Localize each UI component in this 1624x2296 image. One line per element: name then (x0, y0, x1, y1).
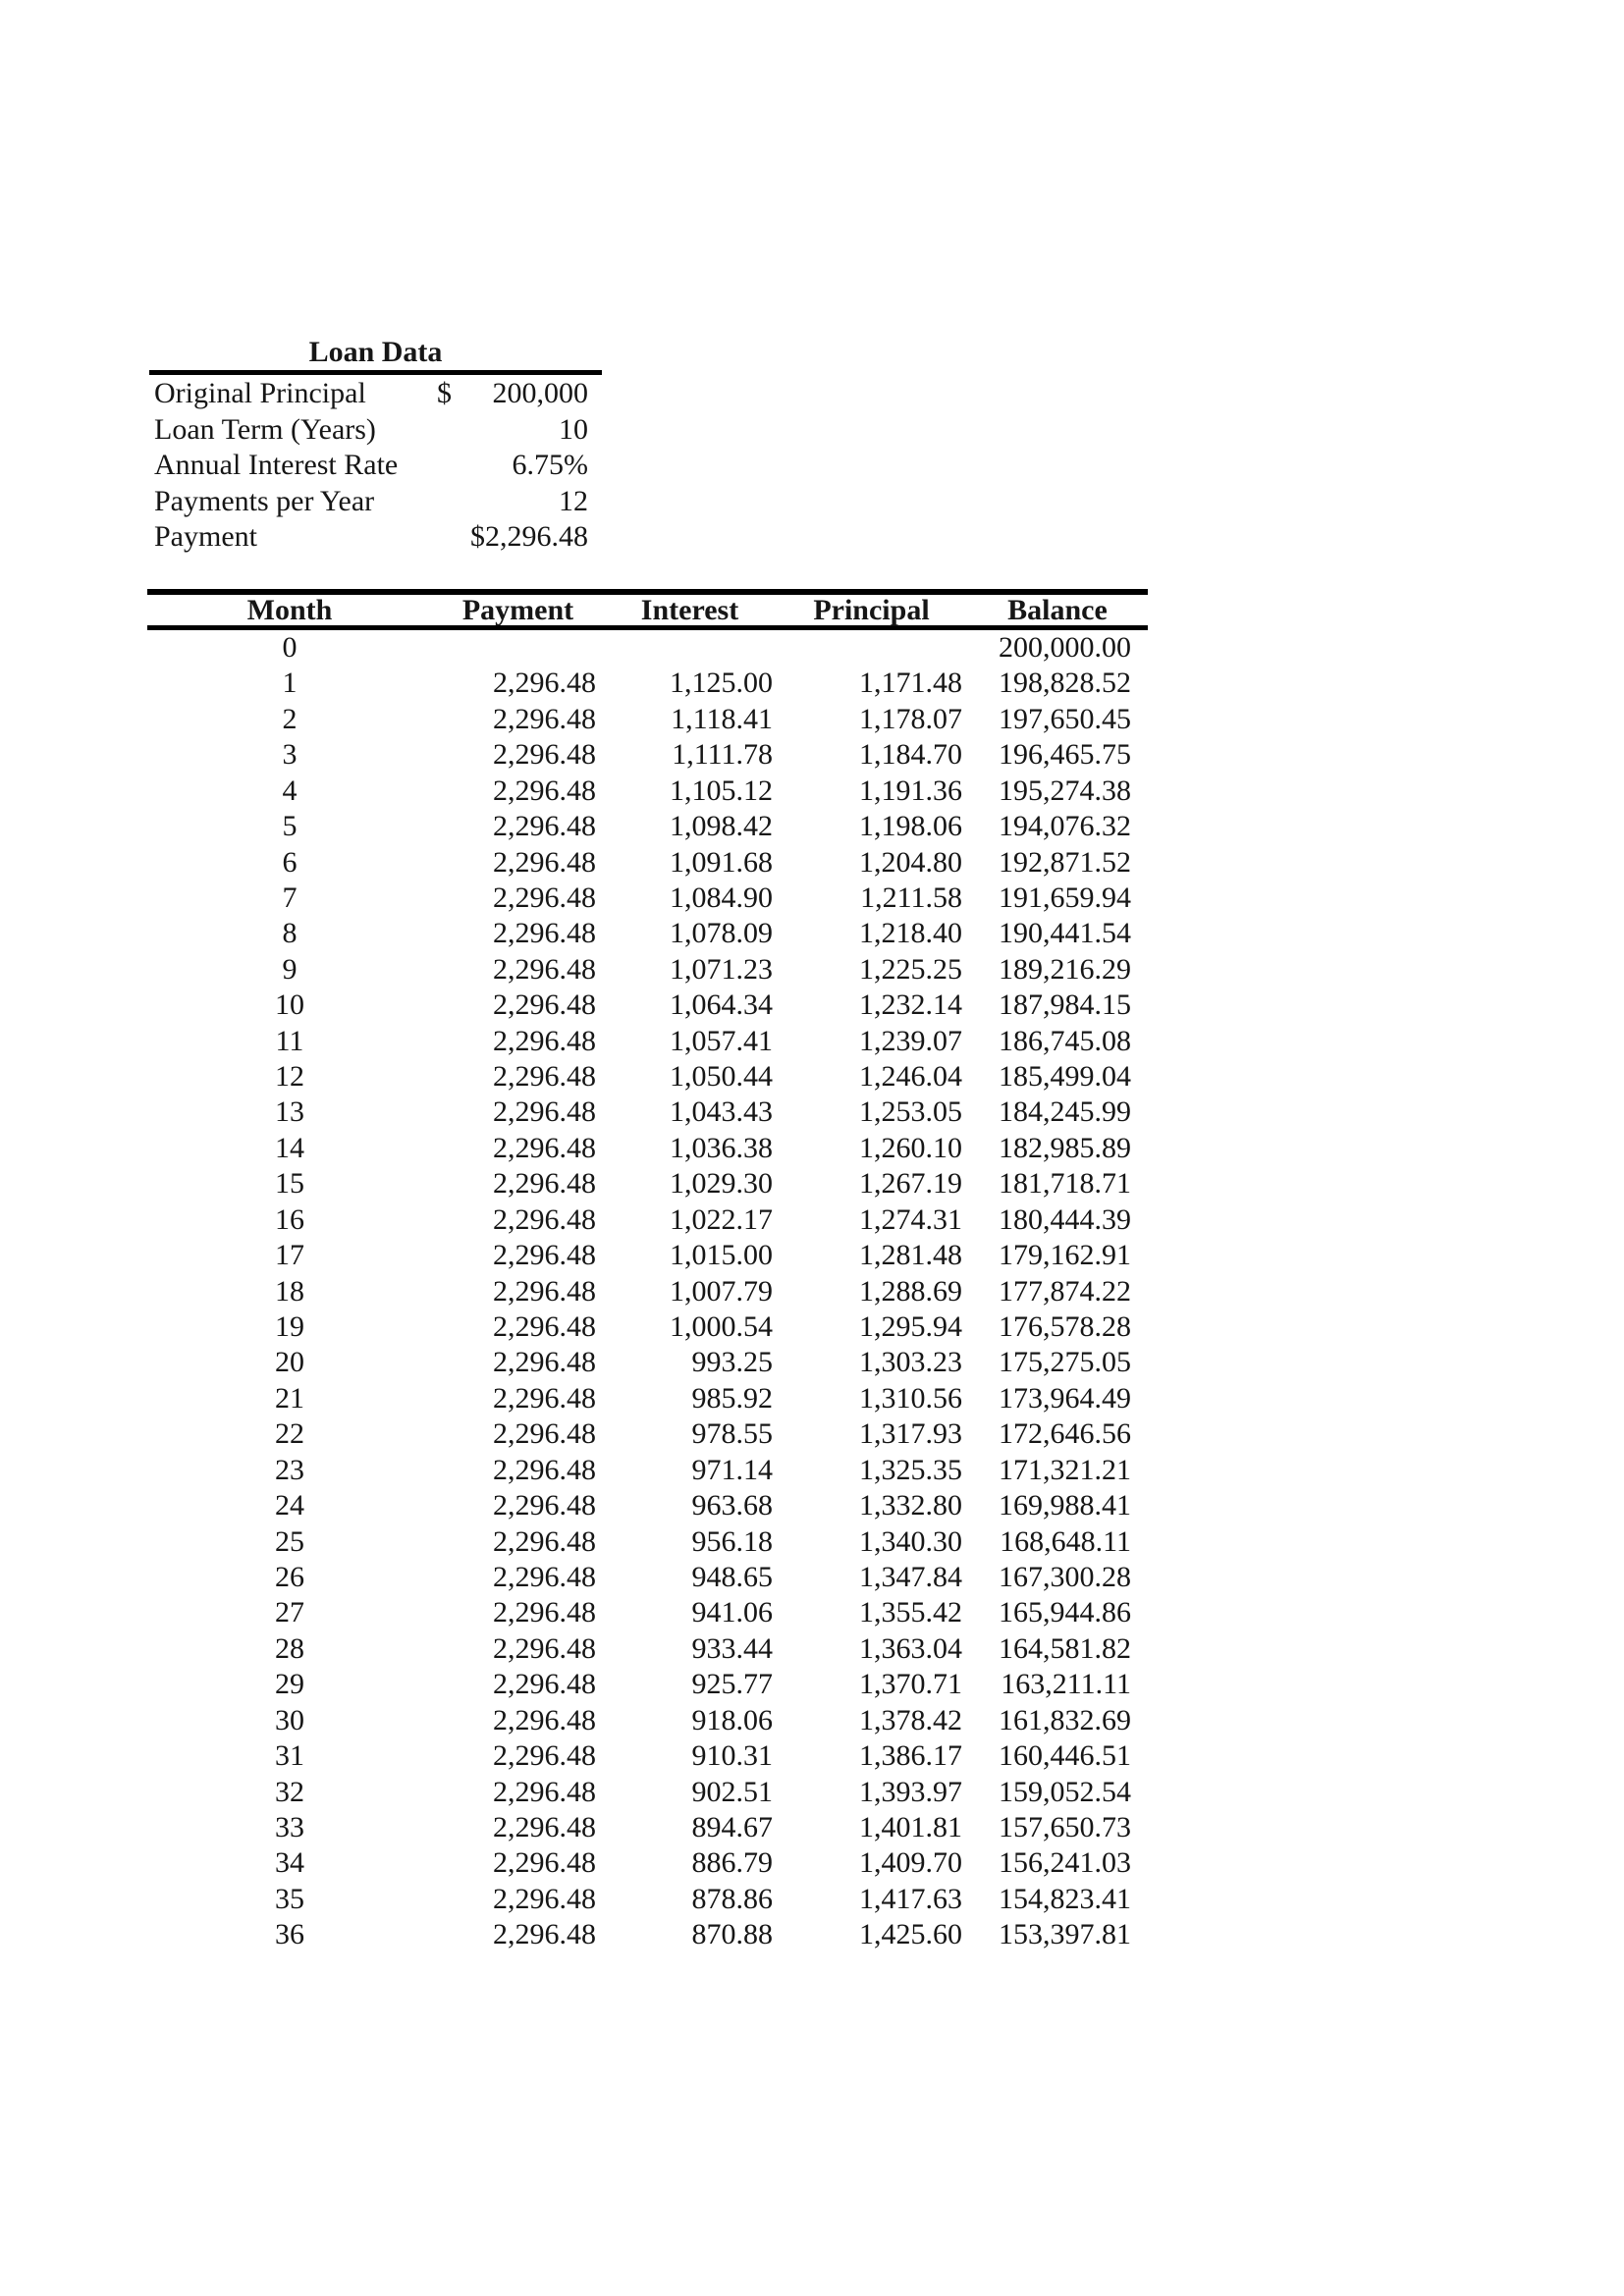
table-row (147, 1845, 1148, 1881)
cell-balance: 186,745.08 (999, 1024, 1131, 1057)
table-row (147, 1024, 1148, 1059)
cell-principal: 1,363.04 (859, 1631, 962, 1665)
loan-data-value: 10 (559, 412, 588, 446)
cell-interest: 1,036.38 (670, 1131, 773, 1164)
cell-principal: 1,303.23 (859, 1346, 962, 1379)
cell-interest: 878.86 (691, 1882, 773, 1915)
cell-balance: 153,397.81 (999, 1918, 1131, 1951)
loan-data-value: 200,000 (492, 377, 588, 409)
cell-interest: 1,057.41 (670, 1024, 773, 1057)
cell-month: 8 (282, 917, 298, 950)
cell-payment: 2,296.48 (493, 1775, 596, 1808)
cell-month: 21 (275, 1381, 304, 1415)
cell-principal: 1,211.58 (860, 881, 962, 914)
cell-principal: 1,184.70 (859, 738, 962, 772)
cell-month: 27 (275, 1596, 304, 1629)
cell-month: 9 (282, 952, 298, 986)
cell-principal: 1,325.35 (859, 1453, 962, 1486)
column-header-month: Month (147, 592, 432, 628)
cell-balance: 179,162.91 (999, 1239, 1131, 1272)
table-row (147, 1059, 1148, 1095)
cell-payment: 2,296.48 (493, 1060, 596, 1094)
loan-data-currency-symbol (427, 519, 466, 556)
cell-balance: 165,944.86 (999, 1596, 1131, 1629)
cell-principal: 1,332.80 (859, 1489, 962, 1522)
cell-month: 4 (282, 774, 298, 807)
cell-interest: 941.06 (691, 1596, 773, 1629)
table-row (147, 1345, 1148, 1380)
loan-data-label: Original Principal (154, 377, 366, 409)
cell-interest: 1,071.23 (670, 952, 773, 986)
table-row (147, 1381, 1148, 1416)
table-row (147, 774, 1148, 809)
amortization-table (147, 589, 1148, 1953)
cell-principal: 1,310.56 (859, 1381, 962, 1415)
table-row (147, 809, 1148, 844)
loan-data-title-rule (149, 370, 602, 375)
cell-balance: 167,300.28 (999, 1560, 1131, 1593)
table-row (147, 1595, 1148, 1630)
cell-interest: 1,015.00 (670, 1239, 773, 1272)
table-row (147, 881, 1148, 916)
table-row (147, 1882, 1148, 1917)
cell-payment: 2,296.48 (493, 702, 596, 735)
cell-balance: 185,499.04 (999, 1060, 1131, 1094)
cell-month: 25 (275, 1524, 304, 1558)
cell-month: 5 (282, 810, 298, 843)
column-header-interest: Interest (604, 592, 776, 628)
cell-balance: 196,465.75 (999, 738, 1131, 772)
loan-data-label: Payments per Year (154, 484, 375, 517)
cell-payment: 2,296.48 (493, 774, 596, 807)
cell-balance: 194,076.32 (999, 810, 1131, 843)
cell-principal: 1,409.70 (859, 1846, 962, 1880)
cell-interest: 978.55 (691, 1417, 773, 1451)
cell-payment: 2,296.48 (493, 667, 596, 700)
cell-interest: 1,007.79 (670, 1274, 773, 1308)
cell-interest: 1,118.41 (671, 702, 773, 735)
cell-payment: 2,296.48 (493, 1489, 596, 1522)
cell-principal: 1,225.25 (859, 952, 962, 986)
cell-interest: 1,022.17 (670, 1202, 773, 1236)
loan-data-title: Loan Data (308, 336, 443, 368)
cell-payment: 2,296.48 (493, 1846, 596, 1880)
cell-month: 0 (282, 631, 298, 664)
table-row (147, 1738, 1148, 1774)
cell-interest: 1,029.30 (670, 1167, 773, 1201)
cell-principal: 1,417.63 (859, 1882, 962, 1915)
cell-interest: 1,098.42 (670, 810, 773, 843)
cell-payment: 2,296.48 (493, 1310, 596, 1344)
cell-principal: 1,378.42 (859, 1703, 962, 1736)
cell-balance: 163,211.11 (1001, 1668, 1131, 1701)
cell-balance: 184,245.99 (999, 1095, 1131, 1129)
cell-payment: 2,296.48 (493, 1024, 596, 1057)
cell-month: 24 (275, 1489, 304, 1522)
cell-balance: 187,984.15 (999, 988, 1131, 1022)
cell-payment: 2,296.48 (493, 1239, 596, 1272)
loan-data-currency-symbol (427, 412, 466, 449)
table-row (147, 1095, 1148, 1130)
cell-principal: 1,274.31 (859, 1202, 962, 1236)
cell-interest: 870.88 (691, 1918, 773, 1951)
cell-principal: 1,191.36 (859, 774, 962, 807)
cell-interest: 993.25 (691, 1346, 773, 1379)
cell-principal: 1,347.84 (859, 1560, 962, 1593)
cell-principal: 1,393.97 (859, 1775, 962, 1808)
cell-principal: 1,355.42 (859, 1596, 962, 1629)
table-row (147, 1166, 1148, 1201)
table-row (147, 1524, 1148, 1560)
cell-payment: 2,296.48 (493, 1596, 596, 1629)
cell-payment: 2,296.48 (493, 738, 596, 772)
loan-data-currency-symbol (427, 484, 466, 520)
cell-interest: 1,043.43 (670, 1095, 773, 1129)
cell-month: 18 (275, 1274, 304, 1308)
cell-interest: 1,125.00 (670, 667, 773, 700)
cell-month: 6 (282, 845, 298, 879)
table-row (147, 1202, 1148, 1238)
cell-payment: 2,296.48 (493, 1453, 596, 1486)
cell-balance: 190,441.54 (999, 917, 1131, 950)
cell-principal: 1,204.80 (859, 845, 962, 879)
cell-month: 35 (275, 1882, 304, 1915)
table-row (147, 1810, 1148, 1845)
table-row (147, 1274, 1148, 1309)
cell-principal: 1,425.60 (859, 1918, 962, 1951)
cell-balance: 169,988.41 (999, 1489, 1131, 1522)
cell-payment: 2,296.48 (493, 1417, 596, 1451)
cell-month: 36 (275, 1918, 304, 1951)
cell-principal: 1,340.30 (859, 1524, 962, 1558)
loan-data-label: Loan Term (Years) (154, 412, 376, 446)
cell-month: 19 (275, 1310, 304, 1344)
cell-interest: 1,050.44 (670, 1060, 773, 1094)
cell-balance: 164,581.82 (999, 1631, 1131, 1665)
cell-month: 15 (275, 1167, 304, 1201)
cell-balance: 181,718.71 (999, 1167, 1131, 1201)
cell-principal: 1,171.48 (859, 667, 962, 700)
table-row (147, 916, 1148, 951)
cell-interest: 1,064.34 (670, 988, 773, 1022)
cell-month: 3 (282, 738, 298, 772)
cell-month: 14 (275, 1131, 304, 1164)
cell-balance: 154,823.41 (999, 1882, 1131, 1915)
cell-balance: 168,648.11 (1000, 1524, 1131, 1558)
cell-balance: 160,446.51 (999, 1739, 1131, 1773)
cell-month: 17 (275, 1239, 304, 1272)
cell-balance: 198,828.52 (999, 667, 1131, 700)
cell-balance: 175,275.05 (999, 1346, 1131, 1379)
cell-interest: 956.18 (691, 1524, 773, 1558)
cell-interest: 1,084.90 (670, 881, 773, 914)
cell-balance: 192,871.52 (999, 845, 1131, 879)
column-header-principal: Principal (776, 592, 967, 628)
table-row (147, 1560, 1148, 1595)
table-row (147, 1238, 1148, 1273)
cell-balance: 171,321.21 (999, 1453, 1131, 1486)
cell-month: 11 (275, 1024, 304, 1057)
cell-principal: 1,370.71 (859, 1668, 962, 1701)
loan-data-value: 6.75% (512, 449, 588, 482)
cell-balance: 182,985.89 (999, 1131, 1131, 1164)
loan-data-currency-symbol: $ (437, 377, 452, 409)
cell-balance: 200,000.00 (999, 631, 1131, 664)
cell-payment: 2,296.48 (493, 952, 596, 986)
cell-payment: 2,296.48 (493, 1095, 596, 1129)
table-row (147, 1667, 1148, 1702)
cell-month: 29 (275, 1668, 304, 1701)
table-row (147, 702, 1148, 737)
loan-data-row (149, 412, 596, 449)
cell-interest: 910.31 (691, 1739, 773, 1773)
cell-interest: 1,091.68 (670, 845, 773, 879)
cell-interest: 1,111.78 (672, 738, 773, 772)
cell-month: 32 (275, 1775, 304, 1808)
loan-data-row (149, 448, 596, 484)
cell-interest: 925.77 (691, 1668, 773, 1701)
table-row (147, 1131, 1148, 1166)
table-row (147, 952, 1148, 988)
column-header-payment: Payment (432, 592, 604, 628)
cell-balance: 197,650.45 (999, 702, 1131, 735)
loan-data-row (149, 484, 596, 520)
loan-data-value: 12 (559, 484, 588, 517)
table-row (147, 1917, 1148, 1952)
cell-payment: 2,296.48 (493, 1560, 596, 1593)
cell-payment: 2,296.48 (493, 1631, 596, 1665)
table-row (147, 1775, 1148, 1810)
cell-interest: 933.44 (691, 1631, 773, 1665)
cell-payment: 2,296.48 (493, 1202, 596, 1236)
cell-principal: 1,232.14 (859, 988, 962, 1022)
cell-balance: 176,578.28 (999, 1310, 1131, 1344)
cell-payment: 2,296.48 (493, 810, 596, 843)
cell-balance: 157,650.73 (999, 1810, 1131, 1843)
table-row (147, 1309, 1148, 1345)
cell-month: 31 (275, 1739, 304, 1773)
cell-payment: 2,296.48 (493, 1882, 596, 1915)
cell-interest: 985.92 (691, 1381, 773, 1415)
header-row (147, 592, 1148, 628)
cell-interest: 1,000.54 (670, 1310, 773, 1344)
table-row (147, 666, 1148, 701)
cell-interest: 971.14 (691, 1453, 773, 1486)
cell-principal: 1,295.94 (859, 1310, 962, 1344)
cell-principal: 1,253.05 (859, 1095, 962, 1129)
cell-interest: 963.68 (691, 1489, 773, 1522)
loan-data-currency-symbol (427, 448, 466, 484)
cell-balance: 189,216.29 (999, 952, 1131, 986)
table-row (147, 845, 1148, 881)
loan-data-row (149, 519, 596, 556)
cell-interest (604, 628, 776, 667)
cell-principal: 1,267.19 (859, 1167, 962, 1201)
cell-month: 23 (275, 1453, 304, 1486)
cell-payment: 2,296.48 (493, 1739, 596, 1773)
column-header-balance: Balance (967, 592, 1148, 628)
cell-payment: 2,296.48 (493, 845, 596, 879)
cell-balance: 180,444.39 (999, 1202, 1131, 1236)
table-row (147, 1631, 1148, 1667)
amortization-table-body (147, 628, 1148, 1953)
table-row (147, 988, 1148, 1023)
cell-month: 1 (282, 667, 298, 700)
cell-balance: 159,052.54 (999, 1775, 1131, 1808)
cell-month: 34 (275, 1846, 304, 1880)
cell-principal (776, 628, 967, 667)
loan-data-row (149, 376, 596, 412)
cell-interest: 886.79 (691, 1846, 773, 1880)
table-row (147, 628, 1148, 667)
cell-principal: 1,246.04 (859, 1060, 962, 1094)
cell-principal: 1,198.06 (859, 810, 962, 843)
cell-principal: 1,386.17 (859, 1739, 962, 1773)
cell-month: 13 (275, 1095, 304, 1129)
cell-interest: 902.51 (691, 1775, 773, 1808)
loan-data-rows (149, 376, 596, 556)
cell-principal: 1,239.07 (859, 1024, 962, 1057)
cell-balance: 191,659.94 (999, 881, 1131, 914)
loan-data-value: $2,296.48 (470, 520, 588, 554)
cell-month: 30 (275, 1703, 304, 1736)
loan-data-label: Payment (154, 520, 257, 554)
cell-payment: 2,296.48 (493, 1274, 596, 1308)
cell-month: 16 (275, 1202, 304, 1236)
cell-payment: 2,296.48 (493, 1703, 596, 1736)
cell-month: 20 (275, 1346, 304, 1379)
cell-payment (432, 628, 604, 667)
cell-principal: 1,288.69 (859, 1274, 962, 1308)
cell-interest: 1,105.12 (670, 774, 773, 807)
cell-principal: 1,178.07 (859, 702, 962, 735)
cell-payment: 2,296.48 (493, 1381, 596, 1415)
cell-payment: 2,296.48 (493, 881, 596, 914)
cell-month: 26 (275, 1560, 304, 1593)
cell-balance: 177,874.22 (999, 1274, 1131, 1308)
cell-interest: 894.67 (691, 1810, 773, 1843)
cell-month: 12 (275, 1060, 304, 1094)
cell-interest: 918.06 (691, 1703, 773, 1736)
cell-balance: 156,241.03 (999, 1846, 1131, 1880)
table-row (147, 1416, 1148, 1452)
cell-payment: 2,296.48 (493, 988, 596, 1022)
cell-payment: 2,296.48 (493, 1668, 596, 1701)
cell-payment: 2,296.48 (493, 1810, 596, 1843)
cell-payment: 2,296.48 (493, 1524, 596, 1558)
cell-payment: 2,296.48 (493, 1167, 596, 1201)
cell-month: 28 (275, 1631, 304, 1665)
cell-principal: 1,401.81 (859, 1810, 962, 1843)
cell-principal: 1,218.40 (859, 917, 962, 950)
table-row (147, 1703, 1148, 1738)
cell-payment: 2,296.48 (493, 1346, 596, 1379)
table-row (147, 737, 1148, 773)
cell-balance: 161,832.69 (999, 1703, 1131, 1736)
cell-payment: 2,296.48 (493, 1131, 596, 1164)
cell-month: 33 (275, 1810, 304, 1843)
cell-principal: 1,317.93 (859, 1417, 962, 1451)
loan-data-table (149, 376, 596, 556)
cell-balance: 173,964.49 (999, 1381, 1131, 1415)
loan-data-label: Annual Interest Rate (154, 449, 399, 482)
table-row (147, 1488, 1148, 1523)
cell-month: 7 (282, 881, 298, 914)
cell-principal: 1,281.48 (859, 1239, 962, 1272)
cell-balance: 195,274.38 (999, 774, 1131, 807)
cell-month: 2 (282, 702, 298, 735)
cell-interest: 1,078.09 (670, 917, 773, 950)
cell-month: 10 (275, 988, 304, 1022)
cell-payment: 2,296.48 (493, 1918, 596, 1951)
cell-payment: 2,296.48 (493, 917, 596, 950)
cell-principal: 1,260.10 (859, 1131, 962, 1164)
cell-month: 22 (275, 1417, 304, 1451)
table-row (147, 1453, 1148, 1488)
cell-interest: 948.65 (691, 1560, 773, 1593)
amortization-table-header (147, 592, 1148, 628)
cell-balance: 172,646.56 (999, 1417, 1131, 1451)
